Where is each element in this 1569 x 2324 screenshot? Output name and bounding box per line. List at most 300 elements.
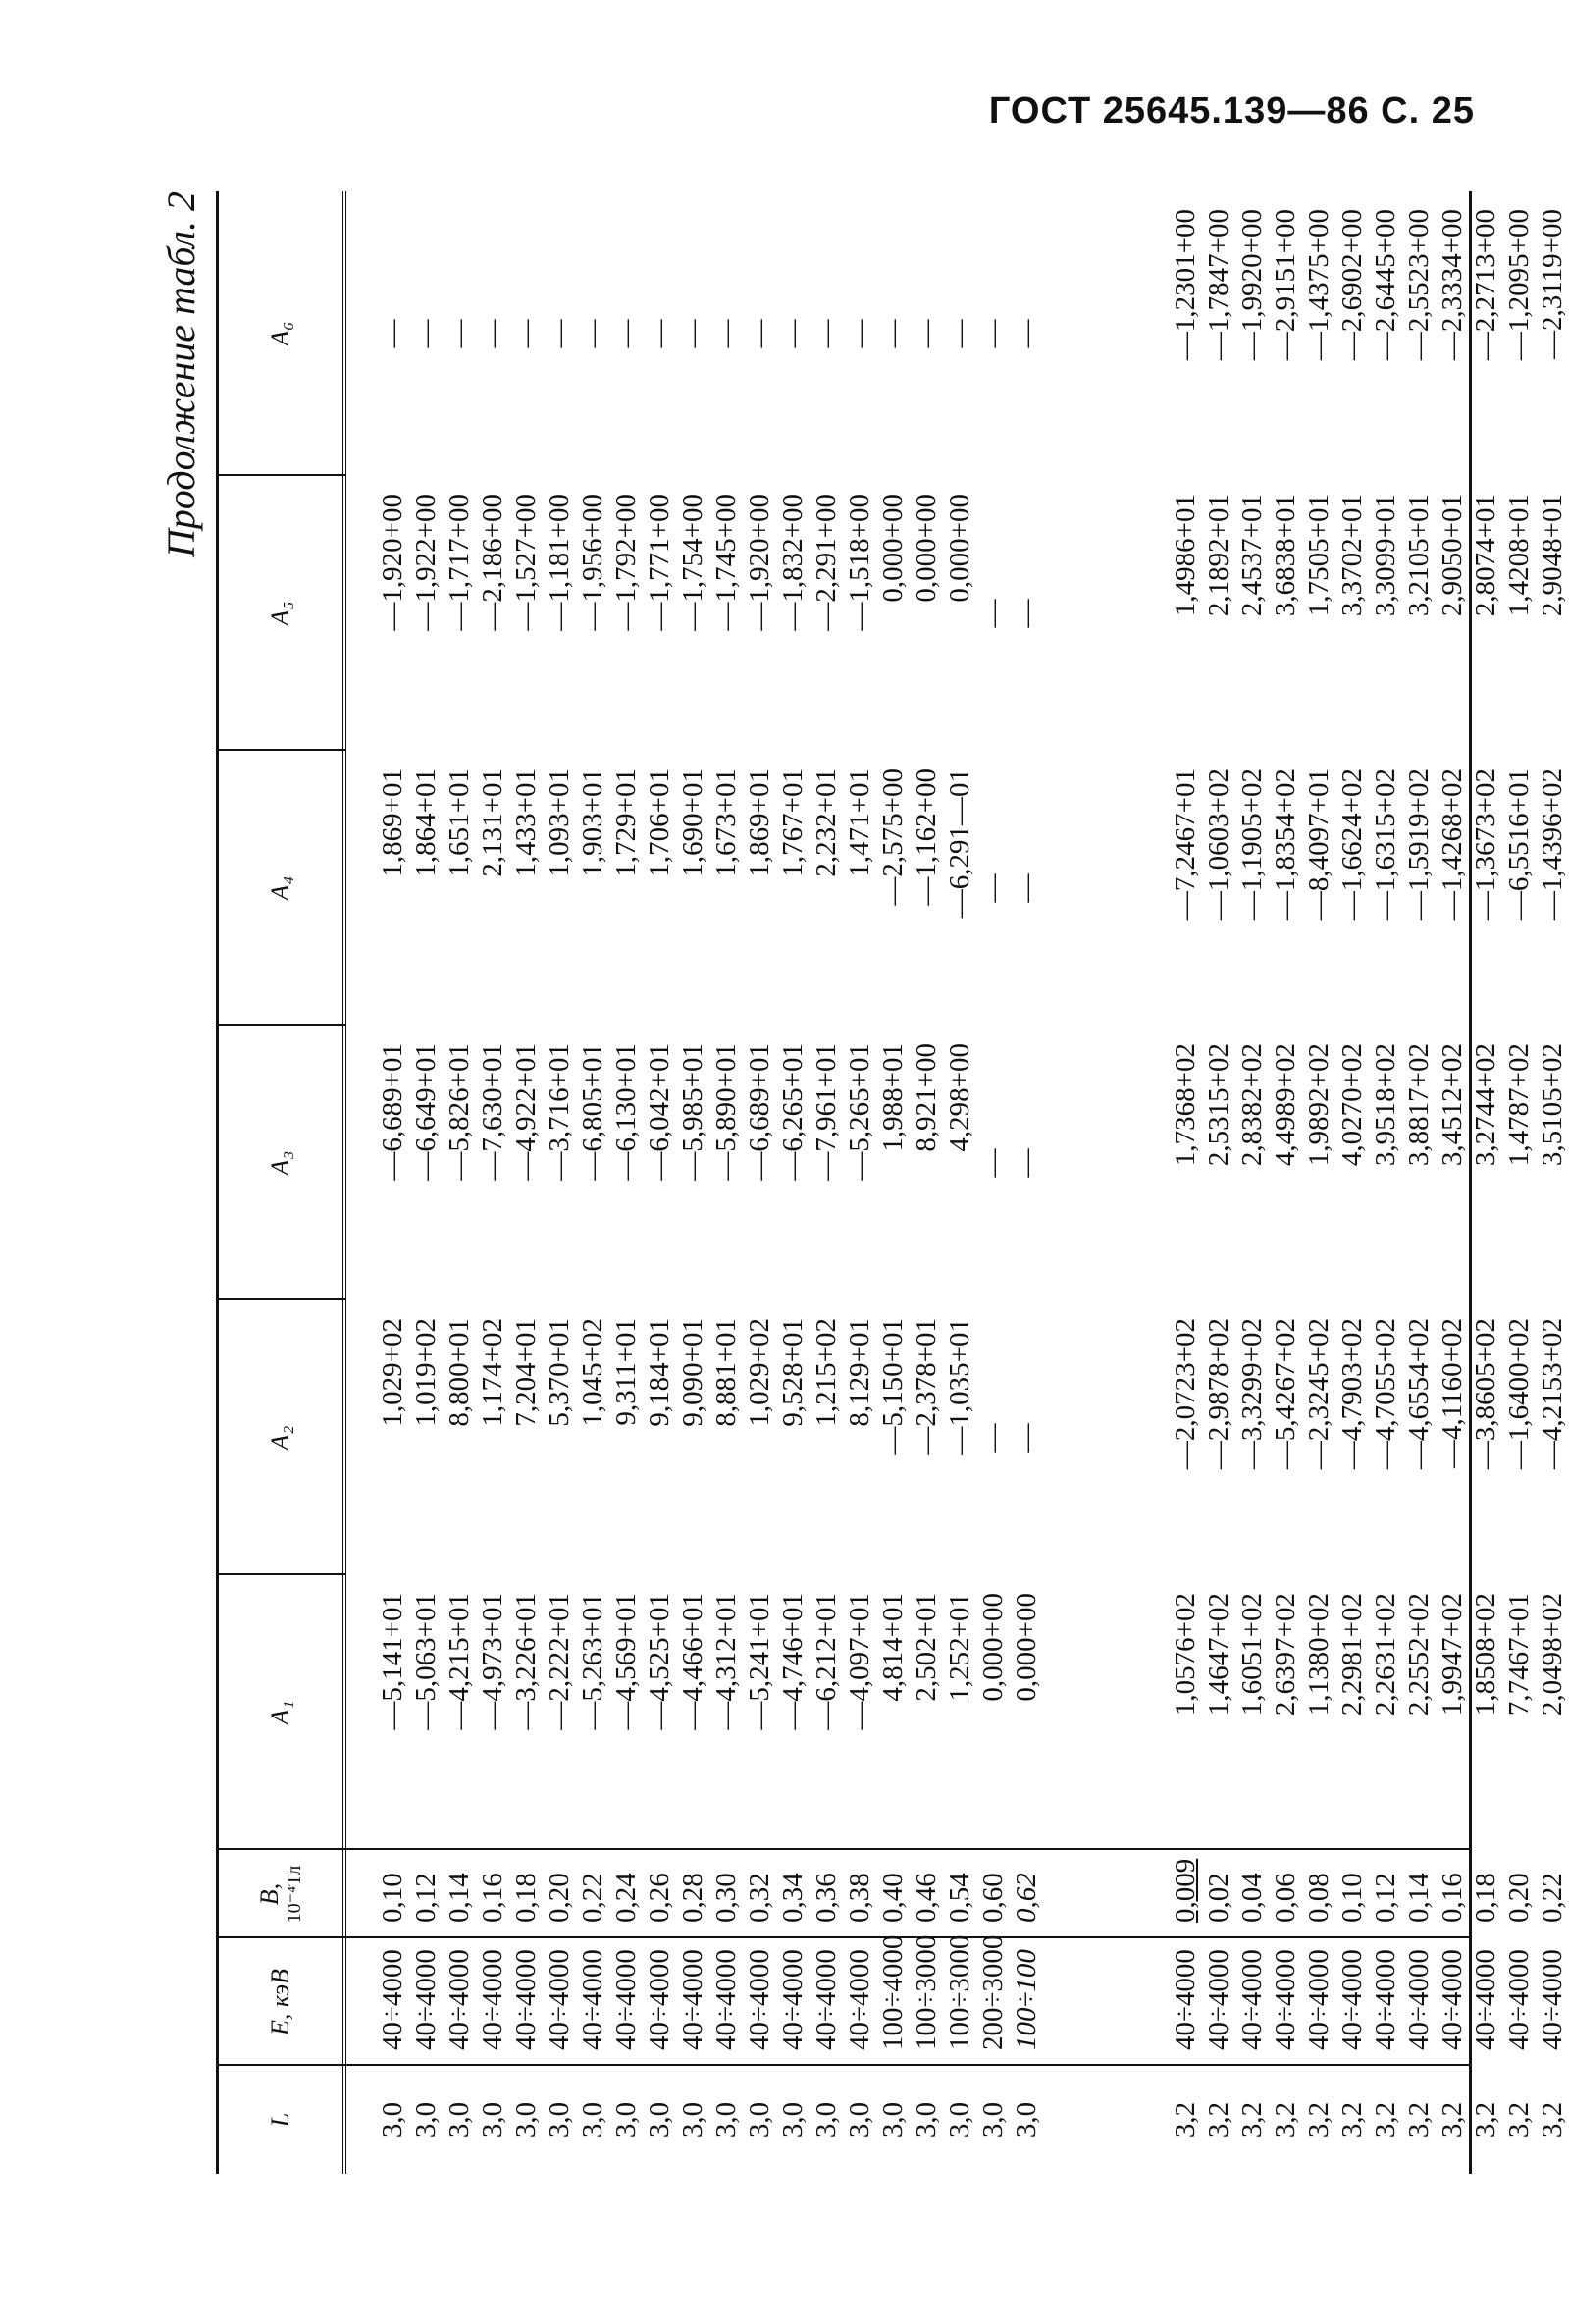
column-divider [219, 1298, 346, 1300]
table-cell-b: 0,18 [1470, 1873, 1501, 1923]
table-cell-a5: — [1011, 599, 1042, 628]
table-cell-a2: 8,800+01 [444, 1318, 475, 1427]
table-cell-a4: —1,5919+02 [1403, 768, 1435, 921]
column-divider [219, 1573, 346, 1575]
table-cell-a1: 2,6397+02 [1270, 1593, 1301, 1717]
table-cell-a3: —6,689+01 [377, 1043, 408, 1181]
table-cell-a3: —5,826+01 [444, 1043, 475, 1181]
table-cell-a6: —2,6902+00 [1336, 209, 1368, 361]
table-cell-a3: — [977, 1148, 1009, 1178]
table-cell-a2: —4,7055+02 [1370, 1318, 1401, 1470]
table-cell-l: 3,2 [1303, 2101, 1334, 2139]
table-cell-a2: 1,045+02 [577, 1318, 608, 1427]
table-cell-a1: 0,000+00 [1011, 1593, 1042, 1702]
table-cell-b: 0,14 [1403, 1873, 1435, 1923]
table-cell-a4: 2,232+01 [811, 768, 842, 877]
rotated-table-area [157, 191, 1568, 2174]
table-cell-l: 3,2 [1170, 2101, 1201, 2139]
table-cell-b: 0,46 [911, 1873, 942, 1923]
table-cell-e: 40÷4000 [1503, 1949, 1535, 2050]
table-cell-a6: — [677, 319, 708, 348]
table-cell-a2: 7,204+01 [510, 1318, 542, 1427]
table-cell-a5: —1,956+00 [577, 494, 608, 631]
table-cell-b: 0,54 [944, 1873, 975, 1923]
row-group [1169, 2066, 1569, 2174]
table-cell-l: 3,0 [644, 2101, 675, 2139]
table-cell-a5: 0,000+00 [877, 494, 909, 603]
table-cell-a3: —5,265+01 [844, 1043, 875, 1181]
table-cell-a5: 0,000+00 [911, 494, 942, 603]
table-cell-a6: — [844, 319, 875, 348]
table-cell-a5: —1,717+00 [444, 494, 475, 631]
table-cell-e: 40÷4000 [1437, 1949, 1468, 2050]
table-cell-b: 0,30 [710, 1873, 742, 1923]
table-cell-a2: —3,3299+02 [1236, 1318, 1268, 1470]
table-cell-a1: —4,215+01 [444, 1593, 475, 1730]
row-group [1169, 1575, 1569, 1850]
row-group [1169, 1850, 1569, 1938]
column-e [346, 1934, 1568, 2066]
table-cell-a4: 2,131+01 [477, 768, 508, 877]
table-cell-a3: 3,4512+02 [1437, 1043, 1468, 1167]
table-cell-a3: 8,921+00 [911, 1043, 942, 1152]
table-cell-a2: 9,184+01 [644, 1318, 675, 1427]
table-cell-b: 0,08 [1303, 1873, 1334, 1923]
table-cell-a5: —1,518+00 [844, 494, 875, 631]
table-cell-a3: 1,988+01 [877, 1043, 909, 1152]
table-cell-l: 3,2 [1203, 2101, 1234, 2139]
table-cell-a6: —1,2095+00 [1503, 209, 1535, 361]
table-cell-a3: —6,649+01 [410, 1043, 442, 1181]
table-cell-e: 40÷4000 [510, 1949, 542, 2050]
table-cell-a4: 1,767+01 [777, 768, 809, 877]
table-cell-l: 3,0 [911, 2101, 942, 2139]
table-cell-e: 100÷3000 [944, 1934, 975, 2050]
table-cell-l: 3,2 [1403, 2101, 1435, 2139]
table-cell-a3: 4,298+00 [944, 1043, 975, 1152]
table-cell-a6: — [477, 319, 508, 348]
table-cell-a3: 3,8817+02 [1403, 1043, 1435, 1167]
table-cell-a2: 1,174+02 [477, 1318, 508, 1427]
table-cell-a5: 2,9050+01 [1437, 494, 1468, 617]
table-cell-a2: —4,1160+02 [1437, 1318, 1468, 1469]
table-cell-e: 40÷4000 [1270, 1949, 1301, 2050]
table-cell-b: 0,24 [610, 1873, 642, 1923]
row-group [1169, 1938, 1569, 2066]
table-cell-b: 0,16 [1437, 1873, 1468, 1923]
table-cell-a6: — [710, 319, 742, 348]
table-cell-a5: 3,2105+01 [1403, 494, 1435, 617]
table-cell-a5: —1,527+00 [510, 494, 542, 631]
table-cell-a4: 1,093+01 [544, 768, 575, 877]
table-header-row [219, 191, 346, 2174]
table-cell-l: 3,2 [1336, 2101, 1368, 2139]
table-cell-a3: —6,689+01 [744, 1043, 775, 1181]
table-cell-a1: 0,000+00 [977, 1593, 1009, 1702]
col-header-b-label: B, [254, 1882, 284, 1906]
table-cell-a2: —5,4267+02 [1270, 1318, 1301, 1470]
table-cell-a6: — [410, 319, 442, 348]
table-cell-a1: 2,2631+02 [1370, 1593, 1401, 1717]
table-cell-a5: 1,4986+01 [1170, 494, 1201, 617]
row-group [1169, 1026, 1569, 1300]
table-cell-l: 3,2 [1236, 2101, 1268, 2139]
table-cell-b: 0,62 [1011, 1873, 1042, 1923]
row-group [376, 1026, 1043, 1300]
data-table [216, 191, 1568, 2174]
row-group [1169, 476, 1569, 751]
table-cell-a6: —1,2301+00 [1170, 209, 1201, 361]
table-cell-a3: —3,716+01 [544, 1043, 575, 1181]
table-cell-a6: —2,5523+00 [1403, 209, 1435, 361]
table-cell-a4: —1,4268+02 [1437, 768, 1468, 921]
table-cell-a4: —1,1905+02 [1236, 768, 1268, 921]
table-cell-b: 0,10 [377, 1873, 408, 1923]
table-cell-l: 3,0 [1011, 2101, 1042, 2139]
table-cell-a6: — [577, 319, 608, 348]
table-cell-a4: 1,651+01 [444, 768, 475, 877]
table-cell-a2: —1,6400+02 [1503, 1318, 1535, 1470]
table-cell-a3: —6,805+01 [577, 1043, 608, 1181]
table-cell-a6: —2,6445+00 [1370, 209, 1401, 361]
table-cell-e: 100÷4000 [877, 1934, 909, 2050]
table-cell-b: 0,26 [644, 1873, 675, 1923]
table-cell-a2: —2,9878+02 [1203, 1318, 1234, 1470]
table-cell-a4: —8,4097+01 [1303, 768, 1334, 921]
table-cell-a4: —7,2467+01 [1170, 768, 1201, 921]
table-cell-e: 40÷4000 [1203, 1949, 1234, 2050]
column-l [346, 2066, 1568, 2174]
table-cell-a3: 2,8382+02 [1236, 1043, 1268, 1167]
table-cell-a4: — [1011, 873, 1042, 903]
row-group [376, 191, 1043, 476]
table-cell-b: 0,12 [1370, 1873, 1401, 1923]
table-cell-l: 3,0 [944, 2101, 975, 2139]
table-cell-a4: —1,6315+02 [1370, 768, 1401, 921]
table-cell-a1: —4,569+01 [610, 1593, 642, 1730]
table-cell-l: 3,0 [977, 2101, 1009, 2139]
table-cell-b: 0,40 [877, 1873, 909, 1923]
table-cell-a1: —5,063+01 [410, 1593, 442, 1730]
col-header-a4: A₄ [266, 875, 295, 901]
table-cell-e: 40÷4000 [1236, 1949, 1268, 2050]
table-cell-a3: 2,5315+02 [1203, 1043, 1234, 1167]
table-cell-a5: —1,792+00 [610, 494, 642, 631]
table-cell-a2: 5,370+01 [544, 1318, 575, 1427]
table-cell-b: 0,06 [1270, 1873, 1301, 1923]
table-cell-a2: —4,6554+02 [1403, 1318, 1435, 1470]
table-cell-l: 3,0 [877, 2101, 909, 2139]
table-cell-a5: —2,186+00 [477, 494, 508, 631]
table-cell-l: 3,0 [477, 2101, 508, 2139]
table-cell-a3: —5,985+01 [677, 1043, 708, 1181]
table-cell-a1: —4,097+01 [844, 1593, 875, 1730]
table-cell-a1: 2,2552+02 [1403, 1593, 1435, 1717]
table-cell-a3: 3,5105+02 [1537, 1043, 1568, 1167]
col-header-a3: A₃ [266, 1150, 295, 1176]
table-cell-a3: 3,9518+02 [1370, 1043, 1401, 1167]
col-header-a5: A₅ [266, 601, 295, 626]
table-cell-a5: —2,291+00 [811, 494, 842, 631]
table-cell-l: 3,0 [710, 2101, 742, 2139]
table-cell-a4: —1,6624+02 [1336, 768, 1368, 921]
column-divider [219, 1024, 346, 1026]
table-cell-a1: 1,6051+02 [1236, 1593, 1268, 1717]
table-cell-a5: 2,4537+01 [1236, 494, 1268, 617]
table-cell-b: 0,14 [444, 1873, 475, 1923]
table-cell-a3: 1,9892+02 [1303, 1043, 1334, 1167]
table-cell-a6: —2,3119+00 [1537, 209, 1568, 360]
column-a2 [346, 1300, 1568, 1575]
table-cell-a1: 7,7467+01 [1503, 1593, 1535, 1717]
table-cell-a4: —1,162+00 [911, 768, 942, 906]
table-cell-e: 40÷4000 [1370, 1949, 1401, 2050]
table-cell-a2: 8,881+01 [710, 1318, 742, 1427]
column-a5 [346, 476, 1568, 751]
table-body [346, 191, 1568, 2174]
table-cell-l: 3,0 [410, 2101, 442, 2139]
table-cell-a6: — [510, 319, 542, 348]
table-cell-l: 3,0 [777, 2101, 809, 2139]
table-cell-e: 100÷3000 [911, 1934, 942, 2050]
table-cell-a1: —4,746+01 [777, 1593, 809, 1730]
table-cell-a2: —2,0723+02 [1170, 1318, 1201, 1470]
table-cell-a2: 9,528+01 [777, 1318, 809, 1427]
table-cell-e: 40÷4000 [777, 1949, 809, 2050]
table-cell-a4: 1,869+01 [744, 768, 775, 877]
table-cell-b: 0,009 [1170, 1858, 1201, 1923]
table-cell-a1: 4,814+01 [877, 1593, 909, 1702]
table-cell-l: 3,0 [844, 2101, 875, 2139]
column-a6 [346, 191, 1568, 476]
table-cell-a4: 1,864+01 [410, 768, 442, 877]
table-cell-a4: —6,5516+01 [1503, 768, 1535, 921]
table-cell-a5: —1,771+00 [644, 494, 675, 631]
table-cell-a6: — [544, 319, 575, 348]
table-cell-a6: — [377, 319, 408, 348]
table-cell-e: 40÷4000 [410, 1949, 442, 2050]
table-cell-e: 40÷4000 [544, 1949, 575, 2050]
table-cell-l: 3,2 [1470, 2101, 1501, 2139]
table-cell-a6: — [610, 319, 642, 348]
table-cell-b: 0,28 [677, 1873, 708, 1923]
table-cell-b: 0,12 [410, 1873, 442, 1923]
table-cell-b: 0,18 [510, 1873, 542, 1923]
table-cell-a1: 1,0576+02 [1170, 1593, 1201, 1717]
table-cell-a1: 1,9947+02 [1437, 1593, 1468, 1717]
table-cell-e: 40÷4000 [477, 1949, 508, 2050]
table-cell-a5: 2,8074+01 [1470, 494, 1501, 617]
table-cell-a6: —1,9920+00 [1236, 209, 1268, 361]
table-cell-l: 3,2 [1537, 2101, 1568, 2139]
table-cell-l: 3,2 [1270, 2101, 1301, 2139]
table-cell-a5: 3,3099+01 [1370, 494, 1401, 617]
table-cell-a1: —4,466+01 [677, 1593, 708, 1730]
table-cell-a6: — [444, 319, 475, 348]
table-cell-a1: 1,252+01 [944, 1593, 975, 1702]
table-cell-a3: 1,4787+02 [1503, 1043, 1535, 1167]
table-cell-a3: 4,0270+02 [1336, 1043, 1368, 1167]
table-cell-a4: 1,869+01 [377, 768, 408, 877]
table-cell-a4: 1,673+01 [710, 768, 742, 877]
table-cell-a6: — [744, 319, 775, 348]
table-cell-e: 40÷4000 [1470, 1949, 1501, 2050]
col-header-a2: A₂ [266, 1425, 295, 1451]
table-cell-a5: —1,181+00 [544, 494, 575, 631]
table-cell-a2: —4,7903+02 [1336, 1318, 1368, 1470]
table-cell-a4: —2,575+00 [877, 768, 909, 906]
col-header-b-unit: 10⁻⁴Тл [284, 1865, 306, 1924]
column-a1 [346, 1575, 1568, 1850]
table-cell-b: 0,04 [1236, 1873, 1268, 1923]
table-cell-a6: —2,9151+00 [1270, 209, 1301, 361]
table-cell-a6: — [944, 319, 975, 348]
table-cell-a3: —7,630+01 [477, 1043, 508, 1181]
column-divider [219, 474, 346, 476]
table-cell-e: 40÷4000 [1336, 1949, 1368, 2050]
row-group [376, 1934, 1043, 2066]
table-cell-a4: —6,291—01 [944, 768, 975, 919]
table-cell-a6: — [811, 319, 842, 348]
table-cell-b: 0,38 [844, 1873, 875, 1923]
table-cell-a4: 1,690+01 [677, 768, 708, 877]
table-cell-a6: —2,3334+00 [1437, 209, 1468, 361]
table-cell-a2: — [977, 1423, 1009, 1452]
table-cell-a5: 0,000+00 [944, 494, 975, 603]
table-cell-a4: —1,0603+02 [1203, 768, 1234, 921]
table-cell-a1: —5,241+01 [744, 1593, 775, 1730]
col-header-a1: A₁ [266, 1700, 295, 1725]
table-cell-a4: 1,729+01 [610, 768, 642, 877]
table-cell-e: 40÷4000 [377, 1949, 408, 2050]
table-caption: Продолжение табл. 2 [159, 191, 203, 558]
row-group [376, 1575, 1043, 1850]
col-header-l: L [266, 2112, 295, 2128]
table-cell-l: 3,0 [677, 2101, 708, 2139]
table-cell-a3: 4,4989+02 [1270, 1043, 1301, 1167]
table-cell-e: 40÷4000 [610, 1949, 642, 2050]
table-cell-l: 3,2 [1370, 2101, 1401, 2139]
table-cell-l: 3,0 [444, 2101, 475, 2139]
table-cell-e: 40÷4000 [1403, 1949, 1435, 2050]
table-cell-a3: —6,265+01 [777, 1043, 809, 1181]
table-cell-b: 0,22 [577, 1873, 608, 1923]
column-b [346, 1850, 1568, 1938]
table-cell-a2: 1,029+02 [744, 1318, 775, 1427]
table-cell-a1: 2,502+01 [911, 1593, 942, 1702]
table-cell-a2: —5,150+01 [877, 1318, 909, 1455]
table-cell-l: 3,0 [510, 2101, 542, 2139]
table-cell-a2: —4,2153+02 [1537, 1318, 1568, 1470]
table-cell-a2: —1,035+01 [944, 1318, 975, 1455]
table-cell-e: 40÷4000 [577, 1949, 608, 2050]
column-a3 [346, 1026, 1568, 1300]
table-cell-a1: 2,2981+02 [1336, 1593, 1368, 1717]
table-cell-a1: —4,312+01 [710, 1593, 742, 1730]
table-cell-a3: 1,7368+02 [1170, 1043, 1201, 1167]
table-cell-e: 40÷4000 [844, 1949, 875, 2050]
row-group [376, 751, 1043, 1026]
table-cell-l: 3,2 [1503, 2101, 1535, 2139]
table-cell-a2: 8,129+01 [844, 1318, 875, 1427]
row-group [1169, 191, 1569, 476]
table-cell-a1: —6,212+01 [811, 1593, 842, 1730]
table-cell-a5: —1,922+00 [410, 494, 442, 631]
row-group [376, 2066, 1043, 2174]
table-cell-a5: 2,9048+01 [1537, 494, 1568, 617]
table-cell-a1: —5,263+01 [577, 1593, 608, 1730]
table-cell-l: 3,0 [744, 2101, 775, 2139]
table-cell-b: 0,10 [1336, 1873, 1368, 1923]
table-cell-a1: —4,525+01 [644, 1593, 675, 1730]
table-cell-e: 40÷4000 [444, 1949, 475, 2050]
table-cell-a6: — [1011, 319, 1042, 348]
table-cell-a3: —6,042+01 [644, 1043, 675, 1181]
table-cell-a2: 9,311+01 [610, 1318, 642, 1426]
row-group [376, 1850, 1043, 1938]
table-cell-e: 40÷4000 [677, 1949, 708, 2050]
table-cell-a6: — [911, 319, 942, 348]
table-cell-a5: —1,920+00 [377, 494, 408, 631]
table-cell-a3: —6,130+01 [610, 1043, 642, 1181]
table-cell-a5: 3,3702+01 [1336, 494, 1368, 617]
table-cell-a1: 1,4647+02 [1203, 1593, 1234, 1717]
table-cell-b: 0,20 [1503, 1873, 1535, 1923]
table-cell-a4: 1,706+01 [644, 768, 675, 877]
table-cell-a2: 1,029+02 [377, 1318, 408, 1427]
col-header-b [219, 1850, 342, 1938]
table-cell-e: 40÷4000 [811, 1949, 842, 2050]
table-cell-e: 40÷4000 [1303, 1949, 1334, 2050]
table-cell-l: 3,0 [610, 2101, 642, 2139]
page-header: ГОСТ 25645.139—86 С. 25 [988, 90, 1475, 132]
col-header-e: E, кэВ [266, 1968, 295, 2036]
table-cell-a2: 1,215+02 [811, 1318, 842, 1427]
table-cell-a4: — [977, 873, 1009, 903]
table-cell-a3: —5,890+01 [710, 1043, 742, 1181]
table-cell-a6: — [777, 319, 809, 348]
table-cell-a2: — [1011, 1423, 1042, 1452]
table-cell-l: 3,0 [544, 2101, 575, 2139]
table-cell-a5: —1,745+00 [710, 494, 742, 631]
table-cell-b: 0,34 [777, 1873, 809, 1923]
table-cell-e: 100÷100 [1011, 1949, 1042, 2050]
table-cell-a1: 1,1380+02 [1303, 1593, 1334, 1717]
table-cell-a6: —1,4375+00 [1303, 209, 1334, 361]
table-cell-a6: —1,7847+00 [1203, 209, 1234, 361]
table-cell-a1: 1,8508+02 [1470, 1593, 1501, 1717]
table-cell-b: 0,22 [1537, 1873, 1568, 1923]
table-cell-l: 3,2 [1437, 2101, 1468, 2139]
table-cell-a6: —2,2713+00 [1470, 209, 1501, 361]
table-cell-l: 3,0 [377, 2101, 408, 2139]
row-group [1169, 751, 1569, 1026]
table-cell-a2: 1,019+02 [410, 1318, 442, 1427]
row-group [376, 476, 1043, 751]
table-cell-a6: — [877, 319, 909, 348]
table-cell-a3: 3,2744+02 [1470, 1043, 1501, 1167]
row-group [1169, 1300, 1569, 1575]
table-cell-e: 40÷4000 [644, 1949, 675, 2050]
table-cell-b: 0,16 [477, 1873, 508, 1923]
table-cell-a4: 1,433+01 [510, 768, 542, 877]
table-cell-a1: 2,0498+02 [1537, 1593, 1568, 1717]
column-a4 [346, 751, 1568, 1026]
table-cell-a3: —4,922+01 [510, 1043, 542, 1181]
table-cell-b: 0,60 [977, 1873, 1009, 1923]
table-cell-a5: —1,832+00 [777, 494, 809, 631]
table-cell-l: 3,0 [577, 2101, 608, 2139]
